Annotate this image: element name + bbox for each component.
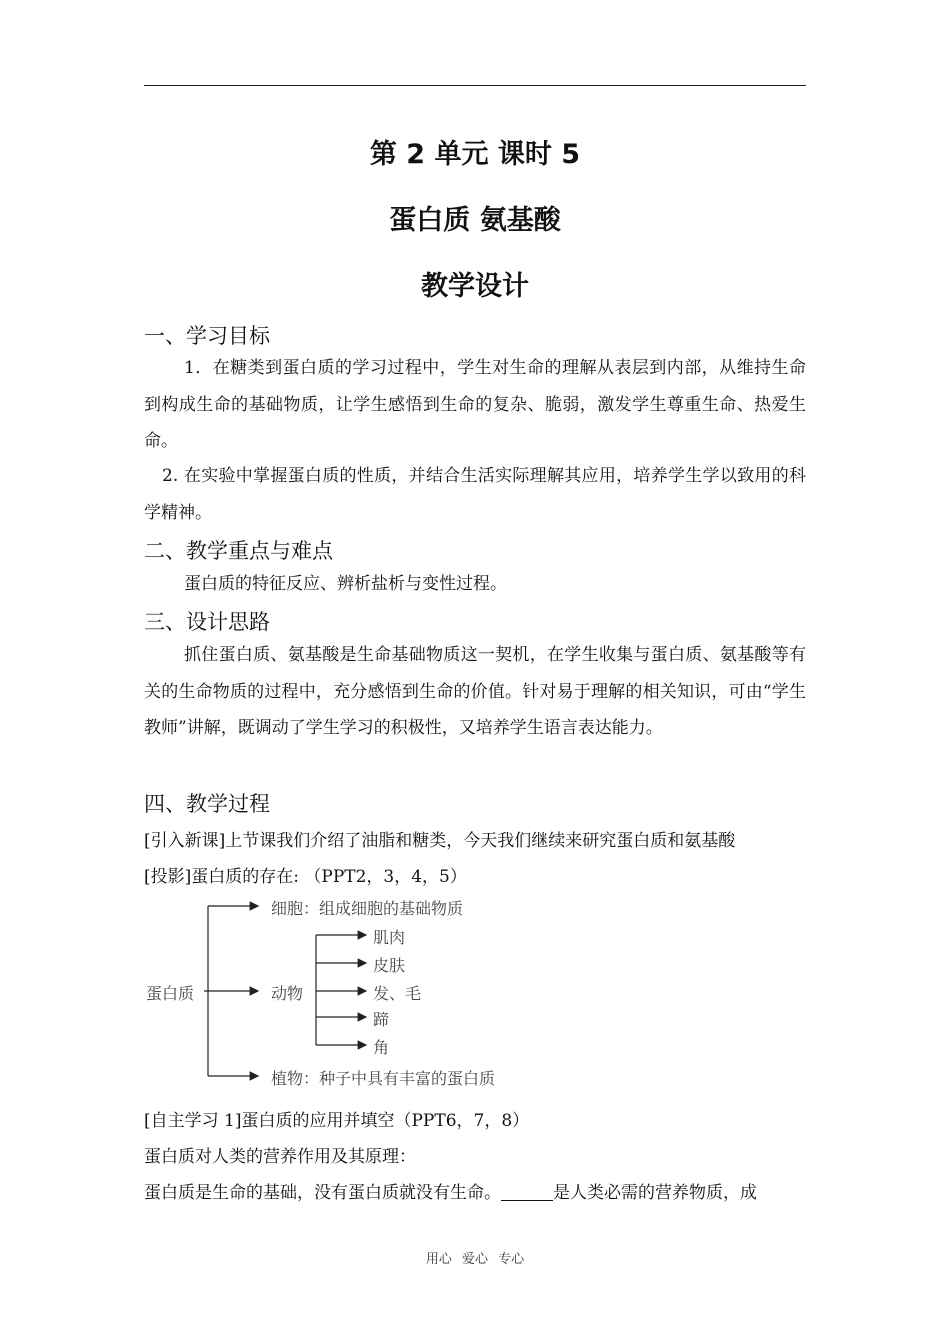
section-4-heading: 四、教学过程 <box>144 792 270 816</box>
objective-2: 2. 在实验中掌握蛋白质的性质，并结合生活实际理解其应用，培养学生学以致用的科学精神。 <box>144 466 806 523</box>
diagram-cell-label: 细胞：组成细胞的基础物质 <box>271 899 464 918</box>
section-2-heading: 二、教学重点与难点 <box>144 539 333 563</box>
lesson-title: 蛋白质 氨基酸 <box>389 205 561 236</box>
diagram-animal-item: 蹄 <box>373 1010 390 1029</box>
objective-1: 1．在糖类到蛋白质的学习过程中，学生对生命的理解从表层到内部，从维持生命到构成生命的基础物质，让学生感悟到生命的复杂、脆弱，激发学生尊重生命、热爱生命。 <box>144 358 806 451</box>
nutrition-question: 蛋白质对人类的营养作用及其原理： <box>144 1147 416 1167</box>
design-idea-text: 抓住蛋白质、氨基酸是生命基础物质这一契机，在学生收集与蛋白质、氨基酸等有关的生命物质的过程中，充分感悟到生命的价值。针对易于理解的相关知识，可由“学生教师”讲解，既调动了学生学习的积极性，又培养学生语言表达能力。 <box>144 645 806 738</box>
fill-blank[interactable] <box>501 1183 553 1201</box>
diagram-animal-item: 皮肤 <box>373 956 406 975</box>
fill-blank-line <box>144 1178 808 1203</box>
diagram-animal-item: 角 <box>373 1038 390 1057</box>
doc-type-title: 教学设计 <box>421 271 529 302</box>
key-points-text: 蛋白质的特征反应、辨析盐析与变性过程。 <box>184 574 507 594</box>
fill-blank-text-b: 是人类必需的营养物质，成 <box>553 1183 757 1203</box>
diagram-plant-label: 植物：种子中具有丰富的蛋白质 <box>271 1069 496 1088</box>
intro-line: [引入新课]上节课我们介绍了油脂和糖类，今天我们继续来研究蛋白质和氨基酸 <box>144 831 736 851</box>
section-3-heading: 三、设计思路 <box>144 610 270 634</box>
section-1-heading: 一、学习目标 <box>144 324 270 348</box>
diagram-animal-item: 肌肉 <box>373 928 406 947</box>
fill-blank-text-a: 蛋白质是生命的基础，没有蛋白质就没有生命。 <box>144 1183 501 1203</box>
protein-existence-diagram <box>140 890 560 1100</box>
diagram-animal-label: 动物 <box>271 984 304 1003</box>
page-footer: 用心 爱心 专心 <box>425 1252 525 1267</box>
header-rule <box>144 85 806 86</box>
diagram-root-label: 蛋白质 <box>146 984 195 1003</box>
self-study-line: [自主学习 1]蛋白质的应用并填空（PPT6，7，8） <box>144 1111 530 1131</box>
diagram-animal-item: 发、毛 <box>373 984 422 1003</box>
unit-title: 第 2 单元 课时 5 <box>369 139 581 170</box>
projection-line: [投影]蛋白质的存在: （PPT2，3，4，5） <box>144 867 467 887</box>
